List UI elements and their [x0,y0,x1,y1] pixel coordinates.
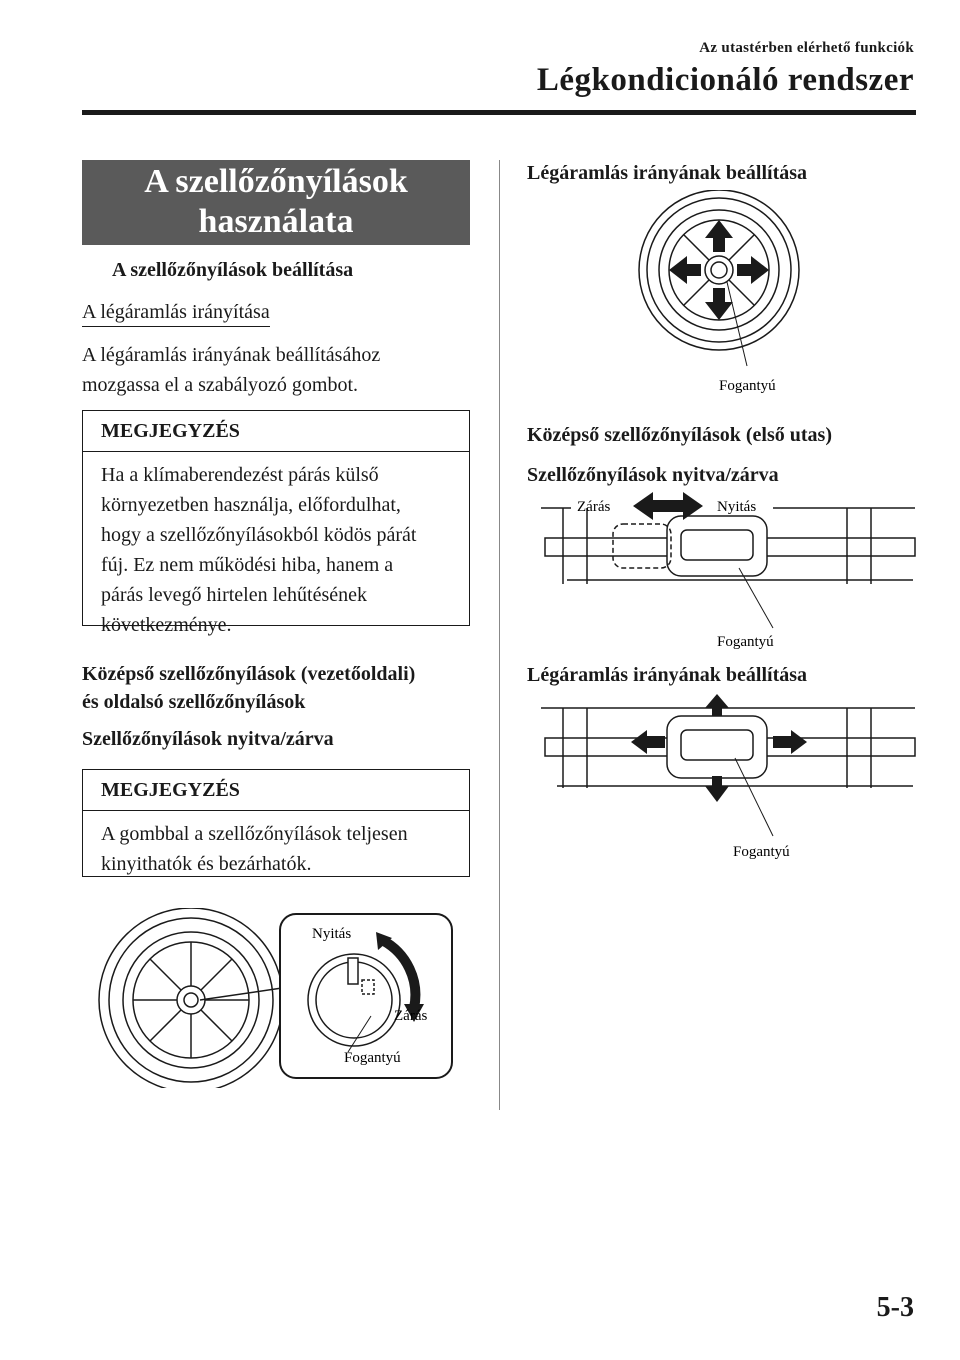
banner-line-1: A szellőzőnyílások [144,163,408,200]
airflow-paragraph [82,340,380,400]
banner-line-2: használata [198,203,354,240]
slot-vent-open-close-figure [527,488,917,656]
column-divider [499,160,500,1110]
direction-heading-1: Légáramlás irányának beállítása [527,162,808,184]
note-line: környezetben használja, előfordulhat, [101,494,401,516]
note-line: kinyithatók és bezárhatók. [101,853,312,875]
center-vents-line-1: Középső szellőzőnyílások (vezetőoldali) [82,663,416,685]
note-line: párás levegő hirtelen lehűtésének [101,584,367,606]
note-title: MEGJEGYZÉS [83,770,469,811]
page-number: 5-3 [876,1292,914,1323]
header-rule [82,110,916,115]
open-close-heading-left: Szellőzőnyílások nyitva/zárva [82,728,334,750]
note-line: hogy a szellőzőnyílásokból ködös párát [101,524,417,546]
note-box-2 [82,769,470,877]
note-line: fúj. Ez nem működési hiba, hanem a [101,554,394,576]
round-vent-illustration [99,908,283,1088]
handle-label: Fogantyú [344,1050,401,1066]
airflow-line-2: mozgassa el a szabályozó gombot. [82,374,359,396]
round-vent-illustration [639,190,799,350]
center-vents-line-2: és oldalsó szellőzőnyílások [82,691,306,713]
note-line: A gombbal a szellőzőnyílások teljesen [101,823,408,845]
note-box-1 [82,410,470,636]
note-body [83,452,469,648]
note-line: Ha a klímaberendezést párás külső [101,464,379,486]
note-body [83,811,469,887]
handle-label: Fogantyú [719,378,776,394]
slot-vent-direction-figure [527,690,917,870]
close-label: Zárás [577,499,611,515]
slot-vent-illustration [541,508,915,584]
running-header-title: Légkondicionáló rendszer [536,62,914,98]
airflow-heading [82,301,270,324]
open-label: Nyitás [312,926,352,942]
subsection-heading: A szellőzőnyílások beállítása [112,259,354,281]
airflow-heading-text: A légáramlás irányítása [82,301,270,327]
running-header-section: Az utastérben elérhető funkciók [699,40,914,56]
round-vent-direction-figure [615,190,825,402]
passenger-vents-heading: Középső szellőzőnyílások (első utas) [527,424,832,446]
handle-label: Fogantyú [717,634,774,650]
note-line: következménye. [101,614,232,636]
round-vent-knob-figure [96,908,466,1088]
close-label: Zárás [394,1008,428,1024]
center-vents-heading [82,660,415,716]
note-title: MEGJEGYZÉS [83,411,469,452]
open-close-heading-right: Szellőzőnyílások nyitva/zárva [527,464,779,486]
direction-heading-2: Légáramlás irányának beállítása [527,664,808,686]
handle-label: Fogantyú [733,844,790,860]
open-label: Nyitás [717,499,757,515]
section-banner [82,160,470,245]
slot-vent-illustration [541,708,915,788]
airflow-line-1: A légáramlás irányának beállításához [82,344,381,366]
